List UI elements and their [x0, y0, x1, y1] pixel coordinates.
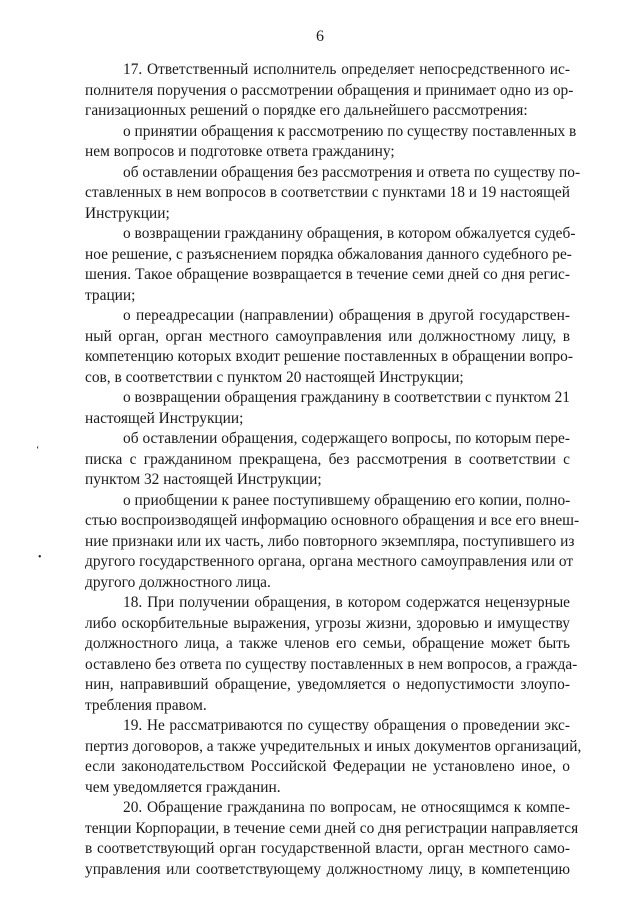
text-line: 20. Обращение гражданина по вопросам, не относящимся к компе-	[123, 799, 570, 816]
text-line: требления правом.	[85, 696, 207, 714]
text-line: другого государственного органа, органа местного самоуправления или от	[85, 553, 574, 570]
text-line: сов, в соответствии с пунктом 20 настоящей Инструкции;	[85, 368, 464, 386]
text-line: компетенцию которых входит решение поставленных в обращении вопро-	[85, 348, 573, 365]
text-line: 19. Не рассматриваются по существу обращения о проведении экс-	[123, 717, 570, 734]
text-line: другого должностного лица.	[85, 573, 271, 591]
text-line: нин, направивший обращение, уведомляется о недопустимости злоупо-	[85, 676, 570, 693]
page-number: 6	[316, 28, 324, 45]
document-body	[85, 60, 582, 880]
text-line: шения. Такое обращение возвращается в течение семи дней со дня регис-	[85, 266, 570, 283]
text-line: пертиз договоров, а также учредительных и иных документов организаций,	[85, 737, 582, 755]
text-line: должностного лица, а также членов его семьи, обращение может быть	[85, 635, 570, 652]
text-line: нем вопросов и подготовке ответа гражданину;	[85, 143, 395, 160]
text-line: 18. При получении обращения, в котором содержатся нецензурные	[123, 594, 570, 611]
text-line: тенции Корпорации, в течение семи дней со дня регистрации направляется	[85, 819, 579, 837]
text-line: ставленных в нем вопросов в соответствии с пунктами 18 и 19 настоящей	[85, 184, 570, 201]
text-line: о принятии обращения к рассмотрению по существу поставленных в	[123, 122, 577, 140]
text-line: полнителя поручения о рассмотрении обращения и принимает одно из ор-	[85, 81, 574, 99]
text-line: стью воспроизводящей информацию основного обращения и все его внеш-	[85, 512, 580, 529]
text-line: о приобщении к ранее поступившему обращению его копии, полно-	[123, 491, 571, 509]
text-line: управления или соответствующему должностному лицу, в компетенцию	[85, 860, 570, 878]
text-line: об оставлении обращения без рассмотрения и ответа по существу по-	[123, 163, 581, 181]
text-line: об оставлении обращения, содержащего вопросы, по которым пере-	[123, 430, 570, 447]
text-line: ный орган, орган местного самоуправления или должностному лицу, в	[85, 327, 570, 345]
scan-mark: •	[38, 552, 42, 563]
text-line: пунктом 32 настоящей Инструкции;	[85, 471, 322, 488]
text-line: 17. Ответственный исполнитель определяет непосредственного ис-	[123, 61, 570, 78]
text-line: в соответствующий орган государственной власти, орган местного само-	[85, 840, 570, 857]
text-line: если законодательством Российской Федерации не установлено иное, о	[85, 758, 570, 775]
text-line: о возвращении обращения гражданину в соответствии с пунктом 21	[123, 389, 570, 406]
text-line: настоящей Инструкции;	[85, 409, 244, 427]
text-line: писка с гражданином прекращена, без рассмотрения в соответствии с	[85, 450, 570, 468]
text-line: о возвращении гражданину обращения, в котором обжалуется судеб-	[123, 225, 576, 242]
text-line: ганизационных решений о порядке его дальнейшего рассмотрения:	[85, 102, 528, 119]
text-line: Инструкции;	[85, 204, 170, 222]
text-line: оставлено без ответа по существу поставленных в нем вопросов, а гражда-	[85, 655, 578, 673]
text-line: трации;	[85, 286, 136, 304]
text-line: ние признаки или их часть, либо повторного экземпляра, поступившего из	[85, 532, 575, 550]
scan-mark: ‘	[36, 445, 40, 456]
text-line: чем уведомляется гражданин.	[85, 778, 281, 796]
text-line: ное решение, с разъяснением порядка обжалования данного судебного ре-	[85, 245, 572, 263]
text-line: либо оскорбительные выражения, угрозы жизни, здоровью и имуществу	[85, 614, 570, 632]
text-line: о переадресации (направлении) обращения в другой государствен-	[123, 307, 570, 324]
